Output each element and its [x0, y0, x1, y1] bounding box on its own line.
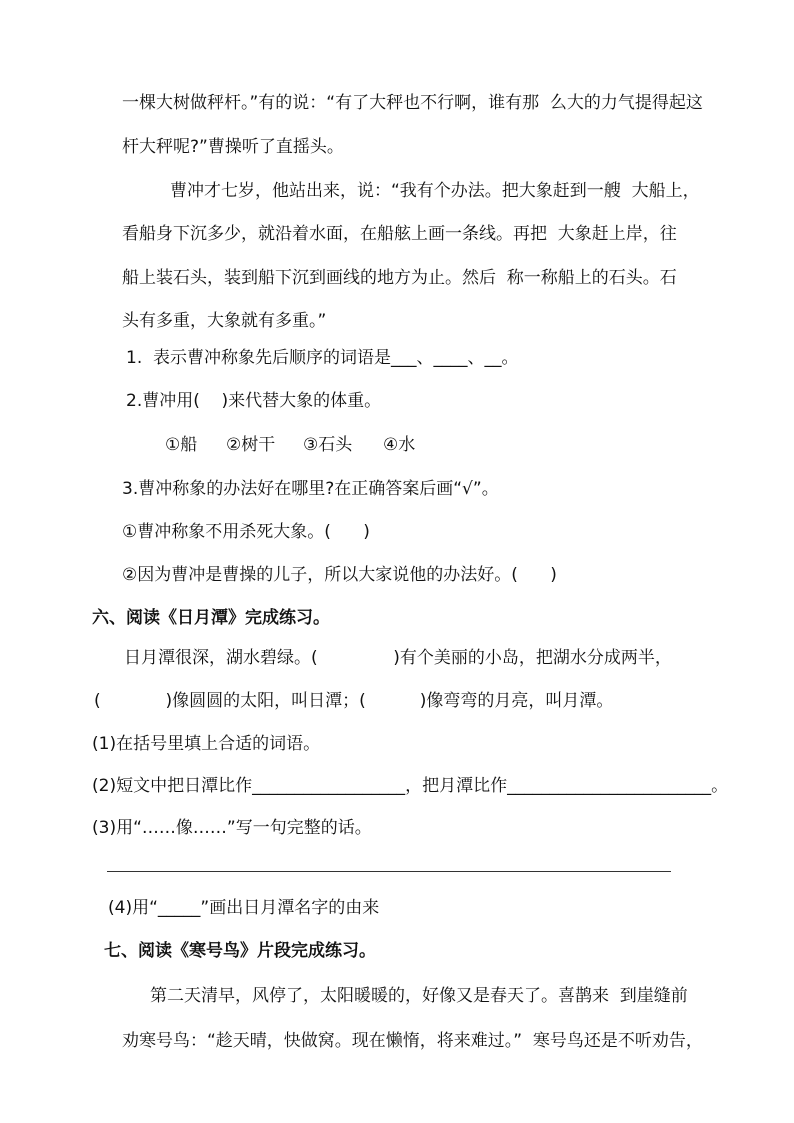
- option-item: ③石头: [303, 435, 353, 455]
- passage-line: 第二天清早，风停了，太阳暖暖的，好像又是春天了。喜鹊来 到崖缝前: [150, 986, 688, 1006]
- sub-question-3: (3)用“……像……”写一句完整的话。: [92, 818, 372, 838]
- passage-line: 船上装石头，装到船下沉到画线的地方为止。然后 称一称船上的石头。石: [122, 268, 677, 288]
- section-heading: 六、阅读《日月潭》完成练习。: [92, 608, 330, 628]
- option-item: ④水: [383, 435, 416, 455]
- option-item: ②树干: [226, 435, 276, 455]
- question-3-choice-b: ②因为曹冲是曹操的儿子，所以大家说他的办法好。( ): [122, 565, 557, 585]
- question-3: 3.曹冲称象的办法好在哪里?在正确答案后画“√”。: [122, 479, 499, 499]
- answer-line: [107, 871, 671, 872]
- passage-line: 杆大秤呢?”曹操听了直摇头。: [122, 137, 344, 157]
- question-2: 2.曹冲用( )来代替大象的体重。: [126, 391, 382, 411]
- passage-line: 日月潭很深，湖水碧绿。( )有个美丽的小岛，把湖水分成两半，: [124, 648, 672, 668]
- section-heading: 七、阅读《寒号鸟》片段完成练习。: [104, 941, 376, 961]
- passage-line: 看船身下沉多少，就沿着水面，在船舷上画一条线。再把 大象赶上岸，往: [122, 224, 677, 244]
- passage-line: 一棵大树做秤杆。”有的说：“有了大秤也不行啊，谁有那 么大的力气提得起这: [122, 93, 703, 113]
- passage-line: 头有多重，大象就有多重。”: [122, 311, 327, 331]
- question-1: 1. 表示曹冲称象先后顺序的词语是___、____、__。: [126, 348, 519, 368]
- passage-line: ( )像圆圆的太阳，叫日潭；( )像弯弯的月亮，叫月潭。: [94, 691, 614, 711]
- passage-line: 劝寒号鸟：“趁天晴，快做窝。现在懒惰，将来难过。” 寒号鸟还是不听劝告，: [122, 1031, 703, 1051]
- sub-question-2: (2)短文中把日潭比作__________________，把月潭比作________________________。: [92, 776, 729, 796]
- sub-question-1: (1)在括号里填上合适的词语。: [92, 734, 321, 754]
- passage-line: 曹冲才七岁，他站出来，说：“我有个办法。把大象赶到一艘 大船上，: [170, 181, 700, 201]
- sub-question-4: (4)用“_____”画出日月潭名字的由来: [108, 898, 380, 918]
- question-3-choice-a: ①曹冲称象不用杀死大象。( ): [122, 522, 370, 542]
- option-item: ①船: [165, 435, 198, 455]
